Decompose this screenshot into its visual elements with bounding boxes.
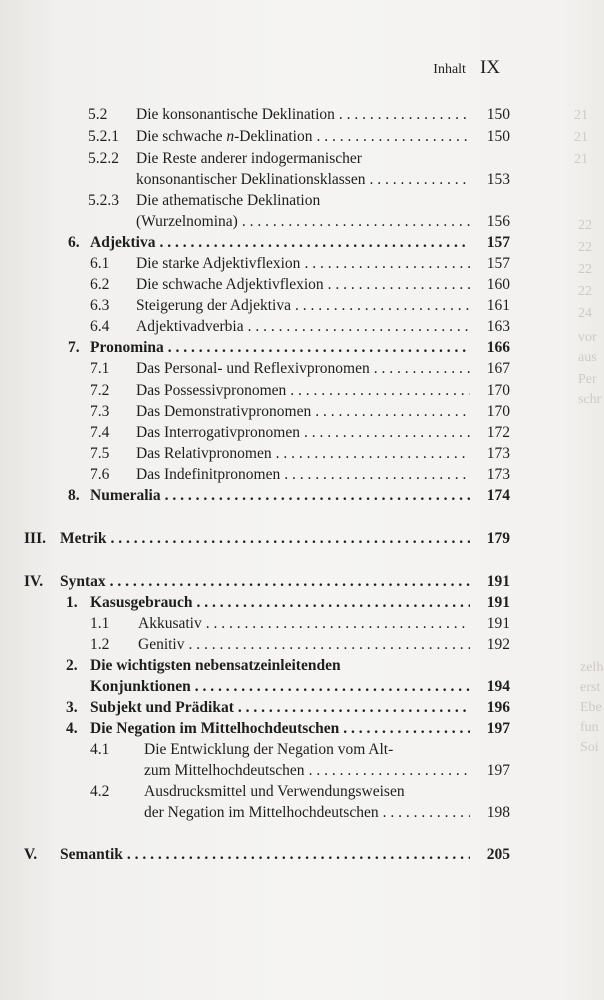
ghost-text: fun (580, 720, 599, 735)
toc-entry-title: Die schwache Adjektivflexion (136, 276, 324, 293)
ghost-text: 22 (578, 240, 592, 255)
toc-entry (0, 190, 510, 230)
toc-entry-page: 166 (486, 339, 510, 356)
toc-entry-number: III. (24, 530, 46, 547)
toc-entry-number: 6.3 (90, 297, 110, 314)
toc-entry-title: Ausdrucksmittel und Verwendungsweisen (144, 783, 405, 800)
toc-entry (0, 571, 510, 592)
toc-entry-page: 150 (486, 128, 510, 145)
toc-entry (0, 739, 510, 779)
toc-entry-number: 7.5 (90, 445, 110, 462)
ghost-text: schr (578, 392, 602, 407)
ghost-text: aus (578, 350, 597, 365)
toc-entry (0, 295, 510, 316)
toc-entry-title: Adjektivadverbia (136, 318, 244, 335)
toc-entry (0, 592, 510, 613)
toc-entry-number: 4. (66, 720, 78, 737)
toc-entry (0, 655, 510, 695)
toc-entry-page: 153 (486, 171, 510, 188)
toc-entry-continuation: Konjunktionen (90, 678, 191, 695)
leader-dots (189, 634, 471, 655)
toc-entry (0, 718, 510, 739)
toc-entry-page: 161 (486, 297, 510, 314)
toc-entry-page: 174 (486, 487, 510, 504)
toc-entry-number: 1. (66, 594, 78, 611)
toc-entry-title: Die Negation im Mittelhochdeutschen (90, 720, 340, 737)
toc-entry-number: 5.2 (88, 106, 108, 123)
toc-entry-number: 5.2.1 (88, 128, 119, 145)
toc-entry (0, 613, 510, 634)
toc-entry-page: 150 (486, 106, 510, 123)
toc-entry-number: 5.2.3 (88, 192, 119, 209)
toc-entry-continuation: zum Mittelhochdeutschen (144, 762, 305, 779)
leader-dots (304, 422, 470, 443)
toc-entry-number: 1.1 (90, 615, 110, 632)
toc-entry-page: 167 (486, 360, 510, 377)
toc-entry-title: Das Demonstrativpronomen (136, 403, 312, 420)
toc-entry-number: 7.1 (90, 360, 110, 377)
toc-entry-title: Die Entwicklung der Negation vom Alt- (144, 741, 394, 758)
toc-entry-title: Die Reste anderer indogermanischer (136, 150, 362, 167)
toc-entry (0, 274, 510, 295)
toc-entry-page: 179 (486, 530, 510, 547)
toc-entry (0, 126, 510, 147)
toc-entry-page: 191 (486, 573, 510, 590)
toc-entry (0, 358, 510, 379)
toc-entry-title: Das Relativpronomen (136, 445, 272, 462)
toc-entry-number: 6.2 (90, 276, 110, 293)
leader-dots (309, 760, 470, 781)
ghost-text: Ebe (580, 700, 602, 715)
leader-dots (165, 485, 470, 506)
toc-entry-number: V. (24, 846, 38, 863)
leader-dots (339, 104, 470, 125)
toc-entry-continuation: konsonantischer Deklinationsklassen (136, 171, 366, 188)
ghost-text: 22 (578, 262, 592, 277)
leader-dots (383, 802, 470, 823)
leader-dots (195, 676, 470, 697)
toc-entry-title: Die schwache n-Deklination (136, 128, 313, 145)
toc-entry-number: 3. (66, 699, 78, 716)
toc-entry-title: Die athematische Deklination (136, 192, 321, 209)
toc-entry-page: 163 (486, 318, 510, 335)
toc-entry-title: Das Indefinitpronomen (136, 466, 281, 483)
ghost-text: 22 (578, 218, 592, 233)
toc-entry-page: 205 (486, 846, 510, 863)
toc-entry-continuation: der Negation im Mittelhochdeutschen (144, 804, 379, 821)
toc-entry (0, 148, 510, 188)
toc-entry (0, 253, 510, 274)
toc-entry (0, 464, 510, 485)
ghost-text: vor (578, 330, 597, 345)
toc-entry-page: 194 (486, 678, 510, 695)
toc-entry-title: Adjektiva (90, 234, 156, 251)
toc-entry-title: Steigerung der Adjektiva (136, 297, 291, 314)
toc-entry-number: 7.3 (90, 403, 110, 420)
ghost-text: Soi (580, 740, 599, 755)
toc-entry (0, 844, 510, 865)
leader-dots (328, 274, 470, 295)
toc-entry-page: 172 (486, 424, 510, 441)
toc-entry-title: Die konsonantische Deklination (136, 106, 335, 123)
toc-entry-title: Subjekt und Prädikat (90, 699, 234, 716)
toc-entry (0, 485, 510, 506)
toc-entry-page: 197 (486, 762, 510, 779)
toc-entry (0, 781, 510, 821)
toc-entry (0, 697, 510, 718)
toc-entry-number: 1.2 (90, 636, 110, 653)
leader-dots (242, 211, 470, 232)
toc-entry-number: 5.2.2 (88, 150, 119, 167)
toc-entry (0, 528, 510, 549)
toc-entry (0, 634, 510, 655)
leader-dots (168, 337, 470, 358)
toc-entry-page: 173 (486, 445, 510, 462)
toc-entry-page: 156 (486, 213, 510, 230)
toc-entry-title: Kasusgebrauch (90, 594, 193, 611)
toc-entry-number: IV. (24, 573, 44, 590)
toc-entry-page: 192 (486, 636, 510, 653)
toc-entry (0, 422, 510, 443)
header-label: Inhalt (433, 62, 466, 77)
leader-dots (369, 169, 470, 190)
toc-entry-number: 7.2 (90, 382, 110, 399)
ghost-text: erst (580, 680, 601, 695)
toc-entry-number: 6.4 (90, 318, 110, 335)
toc-entry-number: 7. (68, 339, 80, 356)
page-header (433, 57, 500, 79)
toc-entry-title: Syntax (60, 573, 106, 590)
leader-dots (315, 401, 470, 422)
leader-dots (374, 358, 470, 379)
toc-entry-title: Das Possessivpronomen (136, 382, 287, 399)
toc-entry-number: 4.1 (90, 741, 110, 758)
leader-dots (206, 613, 470, 634)
toc-entry-title: Akkusativ (138, 615, 202, 632)
toc-entry-page: 191 (486, 615, 510, 632)
toc-entry-title: Metrik (60, 530, 107, 547)
toc-entry-title: Pronomina (90, 339, 164, 356)
leader-dots (284, 464, 470, 485)
ghost-text: 24 (578, 306, 592, 321)
toc-entry (0, 380, 510, 401)
toc-entry-page: 170 (486, 403, 510, 420)
leader-dots (295, 295, 470, 316)
toc-entry-title: Das Interrogativpronomen (136, 424, 300, 441)
leader-dots (343, 718, 470, 739)
toc-entry-page: 198 (486, 804, 510, 821)
leader-dots (276, 443, 470, 464)
leader-dots (316, 126, 470, 147)
toc-entry (0, 104, 510, 125)
toc-entry (0, 337, 510, 358)
toc-entry-continuation: (Wurzelnomina) (136, 213, 238, 230)
toc-entry-page: 191 (486, 594, 510, 611)
leader-dots (290, 380, 470, 401)
ghost-text: 21 (574, 130, 588, 145)
ghost-text: zelh (580, 660, 604, 675)
toc-entry (0, 401, 510, 422)
leader-dots (238, 697, 470, 718)
toc-entry-page: 197 (486, 720, 510, 737)
toc-entry-title: Genitiv (138, 636, 185, 653)
toc-entry-page: 157 (486, 255, 510, 272)
leader-dots (110, 528, 470, 549)
toc-entry (0, 316, 510, 337)
ghost-text: 21 (574, 108, 588, 123)
toc-entry-title: Numeralia (90, 487, 161, 504)
toc-entry-number: 4.2 (90, 783, 110, 800)
toc-entry (0, 232, 510, 253)
leader-dots (127, 844, 470, 865)
ghost-text: 21 (574, 152, 588, 167)
leader-dots (304, 253, 470, 274)
toc-entry-title: Die starke Adjektivflexion (136, 255, 301, 272)
header-page-number: IX (479, 57, 500, 78)
leader-dots (248, 316, 470, 337)
toc-entry-number: 8. (68, 487, 80, 504)
ghost-text: Per (578, 372, 597, 387)
ghost-text: 22 (578, 284, 592, 299)
toc-entry-number: 7.6 (90, 466, 110, 483)
toc-entry-page: 173 (486, 466, 510, 483)
toc-entry-number: 6.1 (90, 255, 110, 272)
toc-entry-page: 170 (486, 382, 510, 399)
toc-entry-number: 7.4 (90, 424, 110, 441)
toc-entry-page: 157 (486, 234, 510, 251)
toc-entry-title: Semantik (60, 846, 123, 863)
toc-entry (0, 443, 510, 464)
toc-entry-title: Die wichtigsten nebensatzeinleitenden (90, 657, 341, 674)
toc-entry-number: 2. (66, 657, 78, 674)
toc-entry-page: 196 (486, 699, 510, 716)
leader-dots (159, 232, 470, 253)
leader-dots (110, 571, 470, 592)
leader-dots (197, 592, 471, 613)
toc-entry-title: Das Personal- und Reflexivpronomen (136, 360, 370, 377)
toc-entry-number: 6. (68, 234, 80, 251)
toc-entry-page: 160 (486, 276, 510, 293)
